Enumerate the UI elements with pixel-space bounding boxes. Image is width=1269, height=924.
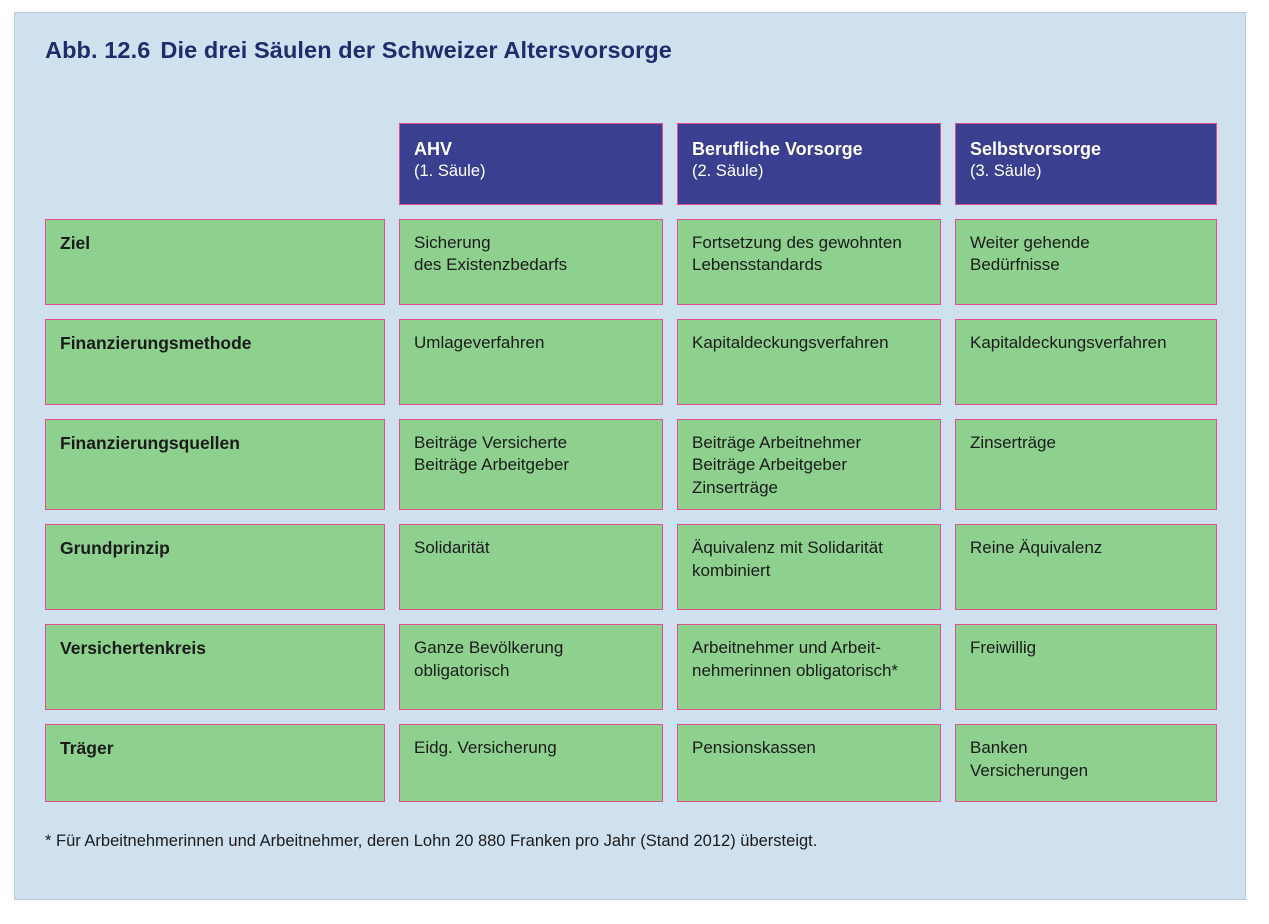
cell-line: nehmerinnen obligatorisch* — [692, 660, 899, 680]
table-cell — [955, 219, 1217, 305]
cell-line: kombiniert — [692, 560, 771, 580]
table-row — [45, 624, 1217, 710]
table-cell — [677, 319, 941, 405]
cell-line: Äquivalenz mit Solidarität — [692, 538, 883, 558]
table-cell — [399, 419, 663, 510]
cell-line: Kapitaldeckungsverfahren — [692, 333, 889, 352]
cell-line: Fortsetzung des gewohnten — [692, 233, 902, 252]
cell-line: Eidg. Versicherung — [414, 738, 557, 758]
cell-line: Umlageverfahren — [414, 333, 545, 352]
row-label: Ziel — [45, 219, 385, 305]
page-title — [45, 37, 672, 64]
row-label: Grundprinzip — [45, 524, 385, 610]
row-label: Finanzierungsquellen — [45, 419, 385, 510]
table-cell — [399, 724, 663, 802]
cell-line: Zinserträge — [969, 433, 1056, 452]
cell-line: Kapitaldeckungsverfahren — [969, 333, 1167, 352]
table-cell — [399, 319, 663, 405]
table-cell — [677, 419, 941, 510]
cell-line: Pensionskassen — [692, 738, 816, 758]
table-cell — [399, 524, 663, 610]
cell-line: Bedürfnisse — [969, 255, 1060, 275]
table-cell — [955, 419, 1217, 510]
cell-line: Beiträge Arbeitgeber — [414, 455, 570, 475]
cell-line: Sicherung — [414, 233, 491, 252]
cell-line: Beiträge Arbeitnehmer — [692, 433, 862, 452]
table-cell — [955, 319, 1217, 405]
column-header-pillar-3 — [955, 123, 1217, 205]
cell-line: obligatorisch — [414, 660, 510, 680]
table-cell — [677, 624, 941, 710]
column-header-title: Selbstvorsorge — [969, 139, 1101, 159]
table-cell — [677, 219, 941, 305]
cell-line: Solidarität — [414, 538, 490, 558]
cell-line: Ganze Bevölkerung — [414, 638, 564, 658]
table-cell — [955, 524, 1217, 610]
cell-line: Banken — [969, 738, 1028, 758]
cell-line: Weiter gehende — [969, 233, 1090, 252]
row-label: Finanzierungsmethode — [45, 319, 385, 405]
column-header-pillar-2 — [677, 123, 941, 205]
column-header-subtitle: (2. Säule) — [691, 161, 764, 180]
figure-title-text: Die drei Säulen der Schweizer Altersvorsorge — [160, 37, 672, 63]
table-row — [45, 219, 1217, 305]
footnote: * Für Arbeitnehmerinnen und Arbeitnehmer, deren Lohn 20 880 Franken pro Jahr (Stand 2012) übersteigt. — [45, 832, 818, 850]
table-header-row — [45, 123, 1217, 205]
cell-line: Beiträge Arbeitgeber — [692, 455, 847, 475]
three-pillars-table — [45, 123, 1217, 816]
table-cell — [399, 219, 663, 305]
table-cell — [677, 524, 941, 610]
cell-line: Reine Äquivalenz — [969, 538, 1103, 558]
column-header-subtitle: (1. Säule) — [413, 161, 486, 180]
figure-number: Abb. 12.6 — [45, 37, 151, 63]
figure-panel — [14, 12, 1246, 900]
table-row — [45, 319, 1217, 405]
header-corner-spacer — [45, 123, 385, 205]
cell-line: Lebensstandards — [692, 255, 823, 275]
cell-line: des Existenzbedarfs — [414, 255, 568, 275]
column-header-title: Berufliche Vorsorge — [691, 139, 863, 159]
table-row — [45, 724, 1217, 802]
row-label: Träger — [45, 724, 385, 802]
table-cell — [677, 724, 941, 802]
cell-line: Freiwillig — [969, 638, 1037, 658]
column-header-title: AHV — [413, 139, 452, 159]
table-cell — [955, 724, 1217, 802]
cell-line: Beiträge Versicherte — [414, 433, 568, 452]
column-header-pillar-1 — [399, 123, 663, 205]
table-row — [45, 524, 1217, 610]
table-row — [45, 419, 1217, 510]
table-cell — [955, 624, 1217, 710]
table-cell — [399, 624, 663, 710]
column-header-subtitle: (3. Säule) — [969, 161, 1042, 180]
cell-line: Versicherungen — [969, 760, 1089, 780]
row-label: Versichertenkreis — [45, 624, 385, 710]
cell-line: Arbeitnehmer und Arbeit- — [692, 638, 881, 658]
cell-line: Zinserträge — [692, 477, 778, 497]
